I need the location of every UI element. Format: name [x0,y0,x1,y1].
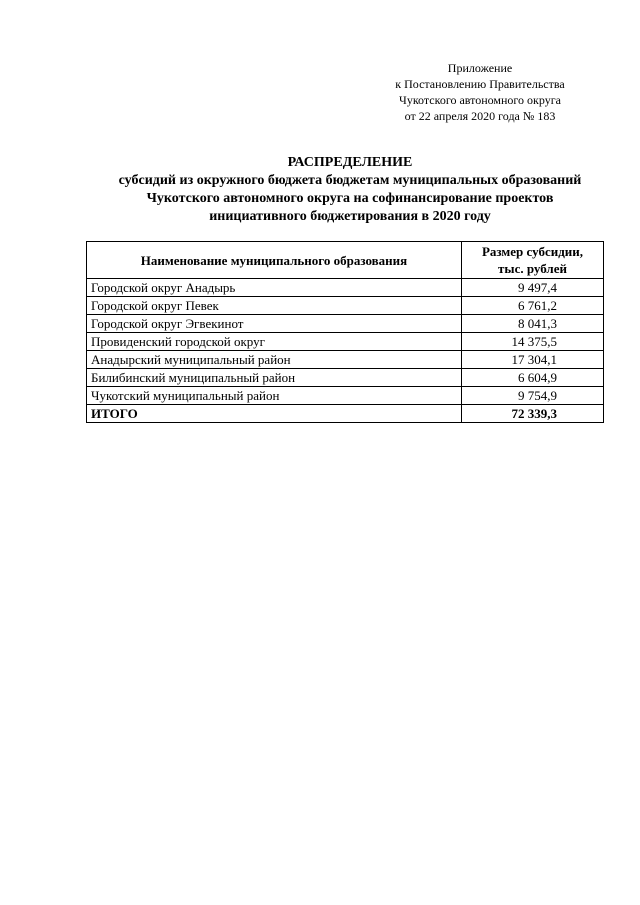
subsidy-table [86,241,604,423]
appendix-block [360,60,600,124]
row-name: Городской округ Анадырь [87,279,462,297]
row-amount: 17 304,1 [462,351,604,369]
header-amount-line: тыс. рублей [498,261,567,276]
row-amount: 6 761,2 [462,297,604,315]
document-subtitle-line: инициативного бюджетирования в 2020 году [209,209,491,224]
table-total-row [87,405,604,423]
row-amount: 9 497,4 [462,279,604,297]
row-amount: 9 754,9 [462,387,604,405]
appendix-line: Чукотского автономного округа [399,93,561,107]
row-name: Анадырский муниципальный район [87,351,462,369]
row-amount: 8 041,3 [462,315,604,333]
document-subtitle-line: субсидий из окружного бюджета бюджетам муниципальных образований [118,173,582,188]
appendix-line: от 22 апреля 2020 года № 183 [404,109,556,123]
row-amount: 14 375,5 [462,333,604,351]
total-amount: 72 339,3 [462,405,604,423]
header-amount [462,242,604,279]
table-row [87,333,604,351]
table-row [87,351,604,369]
row-name: Провиденский городской округ [87,333,462,351]
row-name: Чукотский муниципальный район [87,387,462,405]
table-row [87,279,604,297]
row-name: Билибинский муниципальный район [87,369,462,387]
appendix-line: Приложение [447,61,513,75]
table-row [87,297,604,315]
row-name: Городской округ Певек [87,297,462,315]
table-row [87,369,604,387]
appendix-line: к Постановлению Правительства [395,77,565,91]
document-subtitle-line: Чукотского автономного округа на софинансирование проектов [146,191,554,206]
table-row [87,387,604,405]
table-header-row [87,242,604,279]
header-name: Наименование муниципального образования [87,242,462,279]
document-title: РАСПРЕДЕЛЕНИЕ [287,155,413,170]
document-heading [60,154,640,226]
row-amount: 6 604,9 [462,369,604,387]
total-label: ИТОГО [87,405,462,423]
row-name: Городской округ Эгвекинот [87,315,462,333]
header-amount-line: Размер субсидии, [481,244,584,259]
table-row [87,315,604,333]
